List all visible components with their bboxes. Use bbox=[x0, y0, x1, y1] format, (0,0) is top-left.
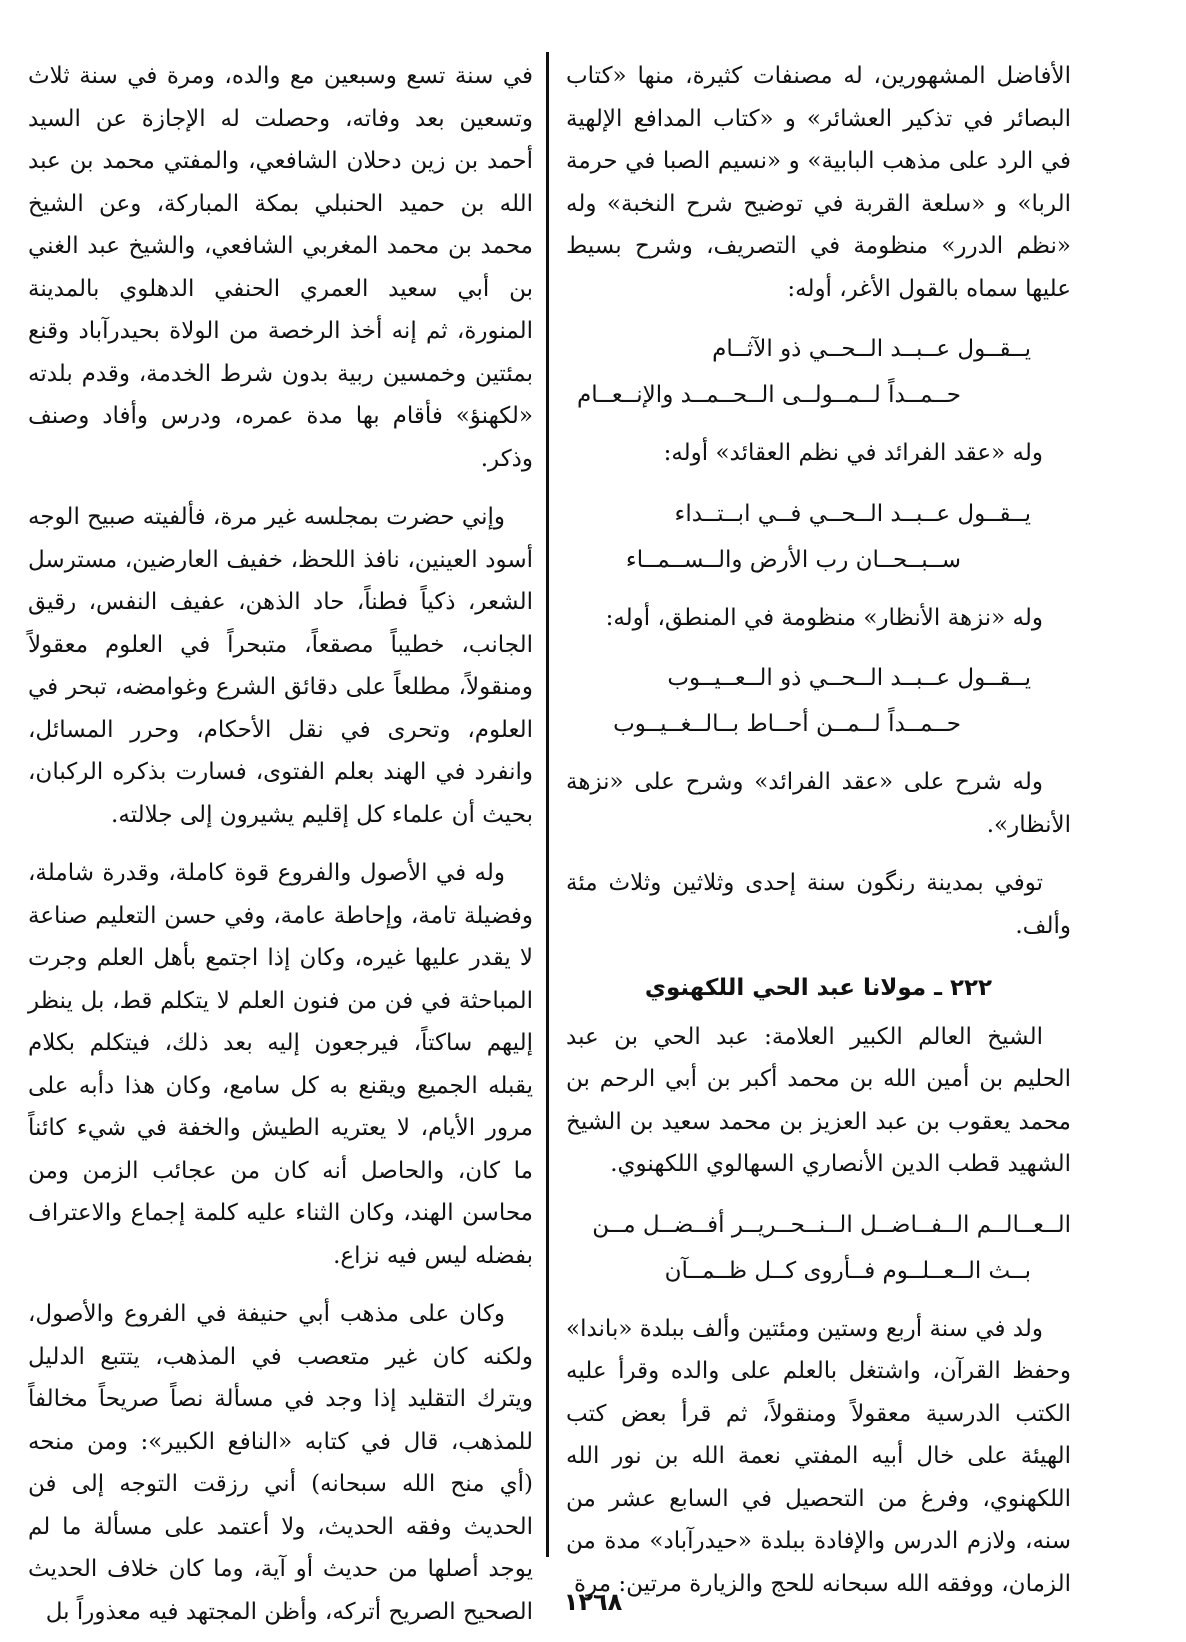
paragraph: وله شرح على «عقد الفرائد» وشرح على «نزهة الأنظار». bbox=[566, 769, 1071, 838]
paragraph: توفي بمدينة رنگون سنة إحدى وثلاثين وثلاث مئة وألف. bbox=[566, 870, 1071, 939]
right-column bbox=[566, 55, 1071, 1597]
verse-line: حــمــداً لــمــولــى الــحــمــد والإنــعــام bbox=[576, 382, 961, 408]
left-column bbox=[28, 55, 533, 1625]
paragraph: وإني حضرت بمجلسه غير مرة، فألفيته صبيح الوجه أسود العينين، نافذ اللحظ، خفيف العارضين، مسترسل الشعر، ذكياً فطناً، حاد الذهن، عفيف النفس، رقيق الجانب، خطيباً مصقعاً، متبحراً في العلوم معقولاً ومنقولاً، مطلعاً على دقائق الشرع وغوامضه، تبحر في العلوم، وتحرى في نقل الأحكام، وحرر المسائل، وانفرد في الهند بعلم الفتوى، فسارت بذكره الركبان، بحيث أن علماء كل إقليم يشيرون إلى جلالته. bbox=[28, 504, 533, 828]
paragraph: وله في الأصول والفروع قوة كاملة، وقدرة شاملة، وفضيلة تامة، وإحاطة عامة، وفي حسن التعليم صناعة لا يقدر عليها غيره، وكان إذا اجتمع بأهل العلم وجرت المباحثة في فن من فنون العلم لا يتكلم قط، بل ينظر إليهم ساكتاً، فيرجعون إليه بعد ذلك، فيتكلم بكلام يقبله الجميع ويقنع به كل سامع، وكان هذا دأبه على مرور الأيام، لا يعتريه الطيش والخفة في شيء كائناً ما كان، والحاصل أنه كان من عجائب الزمن ومن محاسن الهند، وكان الثناء عليه كلمة إجماع والاعتراف بفضله ليس فيه نزاع. bbox=[28, 860, 533, 1269]
paragraph: وله «نزهة الأنظار» منظومة في المنطق، أوله: bbox=[605, 604, 1043, 631]
paragraph: وله «عقد الفرائد في نظم العقائد» أوله: bbox=[663, 440, 1043, 466]
verse bbox=[566, 326, 1071, 418]
verse-line: يــقــول عــبــد الــحــي ذو الــعــيــوب bbox=[667, 665, 1031, 691]
column-divider bbox=[546, 52, 549, 1557]
verse-line: حــمــداً لــمــن أحــاط بــالــغــيــوب bbox=[613, 711, 961, 737]
paragraph: في سنة تسع وسبعين مع والده، ومرة في سنة ثلاث وتسعين بعد وفاته، وحصلت له الإجازة عن السيد أحمد بن زين دحلان الشافعي، والمفتي محمد بن عبد الله بن حميد الحنبلي بمكة المباركة، وعن الشيخ محمد بن محمد المغربي الشافعي، والشيخ عبد الغني بن أبي سعيد العمري الحنفي الدهلوي بالمدينة المنورة، ثم إنه أخذ الرخصة من الولاة بحيدرآباد وقنع بمئتين وخمسين ربية بدون شرط الخدمة، وقدم بلدته «لكهنؤ» فأقام بها مدة عمره، ودرس وأفاد وصنف وذكر. bbox=[28, 63, 533, 472]
verse bbox=[566, 491, 1071, 583]
verse-line: الــعــالــم الــفــاضــل الــنــحــريــر أفــضــل مــن bbox=[592, 1211, 1071, 1238]
verse-line: بــث الــعــلــوم فــأروى كــل ظــمــآن bbox=[664, 1257, 1031, 1284]
verse-line: ســبــحــان رب الأرض والــســمــاء bbox=[625, 546, 961, 573]
section-heading: ٢٢٢ ـ مولانا عبد الحي اللكهنوي bbox=[644, 975, 993, 1001]
verse bbox=[566, 1202, 1071, 1294]
page-number: ١٢٦٨ bbox=[563, 1588, 623, 1616]
paragraph: ولد في سنة أربع وستين ومئتين وألف ببلدة «باندا» وحفظ القرآن، واشتغل بالعلم على والده وقرأ عليه الكتب الدرسية معقولاً ومنقولاً، ثم قرأ بعض كتب الهيئة على خال أبيه المفتي نعمة الله بن نور الله اللكهنوي، وفرغ من التحصيل في السابع عشر من سنه، ولازم الدرس والإفادة ببلدة «حيدرآباد» مدة من الزمان، ووفقه الله سبحانه للحج والزيارة مرتين: مرة bbox=[566, 1315, 1071, 1597]
paragraph: الشيخ العالم الكبير العلامة: عبد الحي بن عبد الحليم بن أمين الله بن محمد أكبر بن أبي الرحم بن محمد يعقوب بن عبد العزيز بن محمد سعيد بن الشيخ الشهيد قطب الدين الأنصاري السهالوي اللكهنوي. bbox=[566, 1023, 1071, 1177]
verse bbox=[566, 655, 1071, 747]
verse-line: يــقــول عــبــد الــحــي فــي ابــتــداء bbox=[674, 500, 1031, 527]
verse-line: يــقــول عــبــد الــحــي ذو الآثــام bbox=[712, 336, 1031, 362]
paragraph: الأفاضل المشهورين، له مصنفات كثيرة، منها «كتاب البصائر في تذكير العشائر» و «كتاب المدافع الإلهية في الرد على مذهب البابية» و «نسيم الصبا في حرمة الربا» و «سلعة القربة في توضيح شرح النخبة» وله «نظم الدرر» منظومة في التصريف، وشرح بسيط عليها سماه بالقول الأغر، أوله: bbox=[566, 63, 1071, 302]
paragraph: وكان على مذهب أبي حنيفة في الفروع والأصول، ولكنه كان غير متعصب في المذهب، يتتبع الدليل ويترك التقليد إذا وجد في مسألة نصاً صريحاً مخالفاً للمذهب، قال في كتابه «النافع الكبير»: ومن منحه (أي منح الله سبحانه) أني رزقت التوجه إلى فن الحديث وفقه الحديث، ولا أعتمد على مسألة ما لم يوجد أصلها من حديث أو آية، وما كان خلاف الحديث الصحيح الصريح أتركه، وأظن المجتهد فيه معذوراً بل bbox=[28, 1301, 533, 1625]
